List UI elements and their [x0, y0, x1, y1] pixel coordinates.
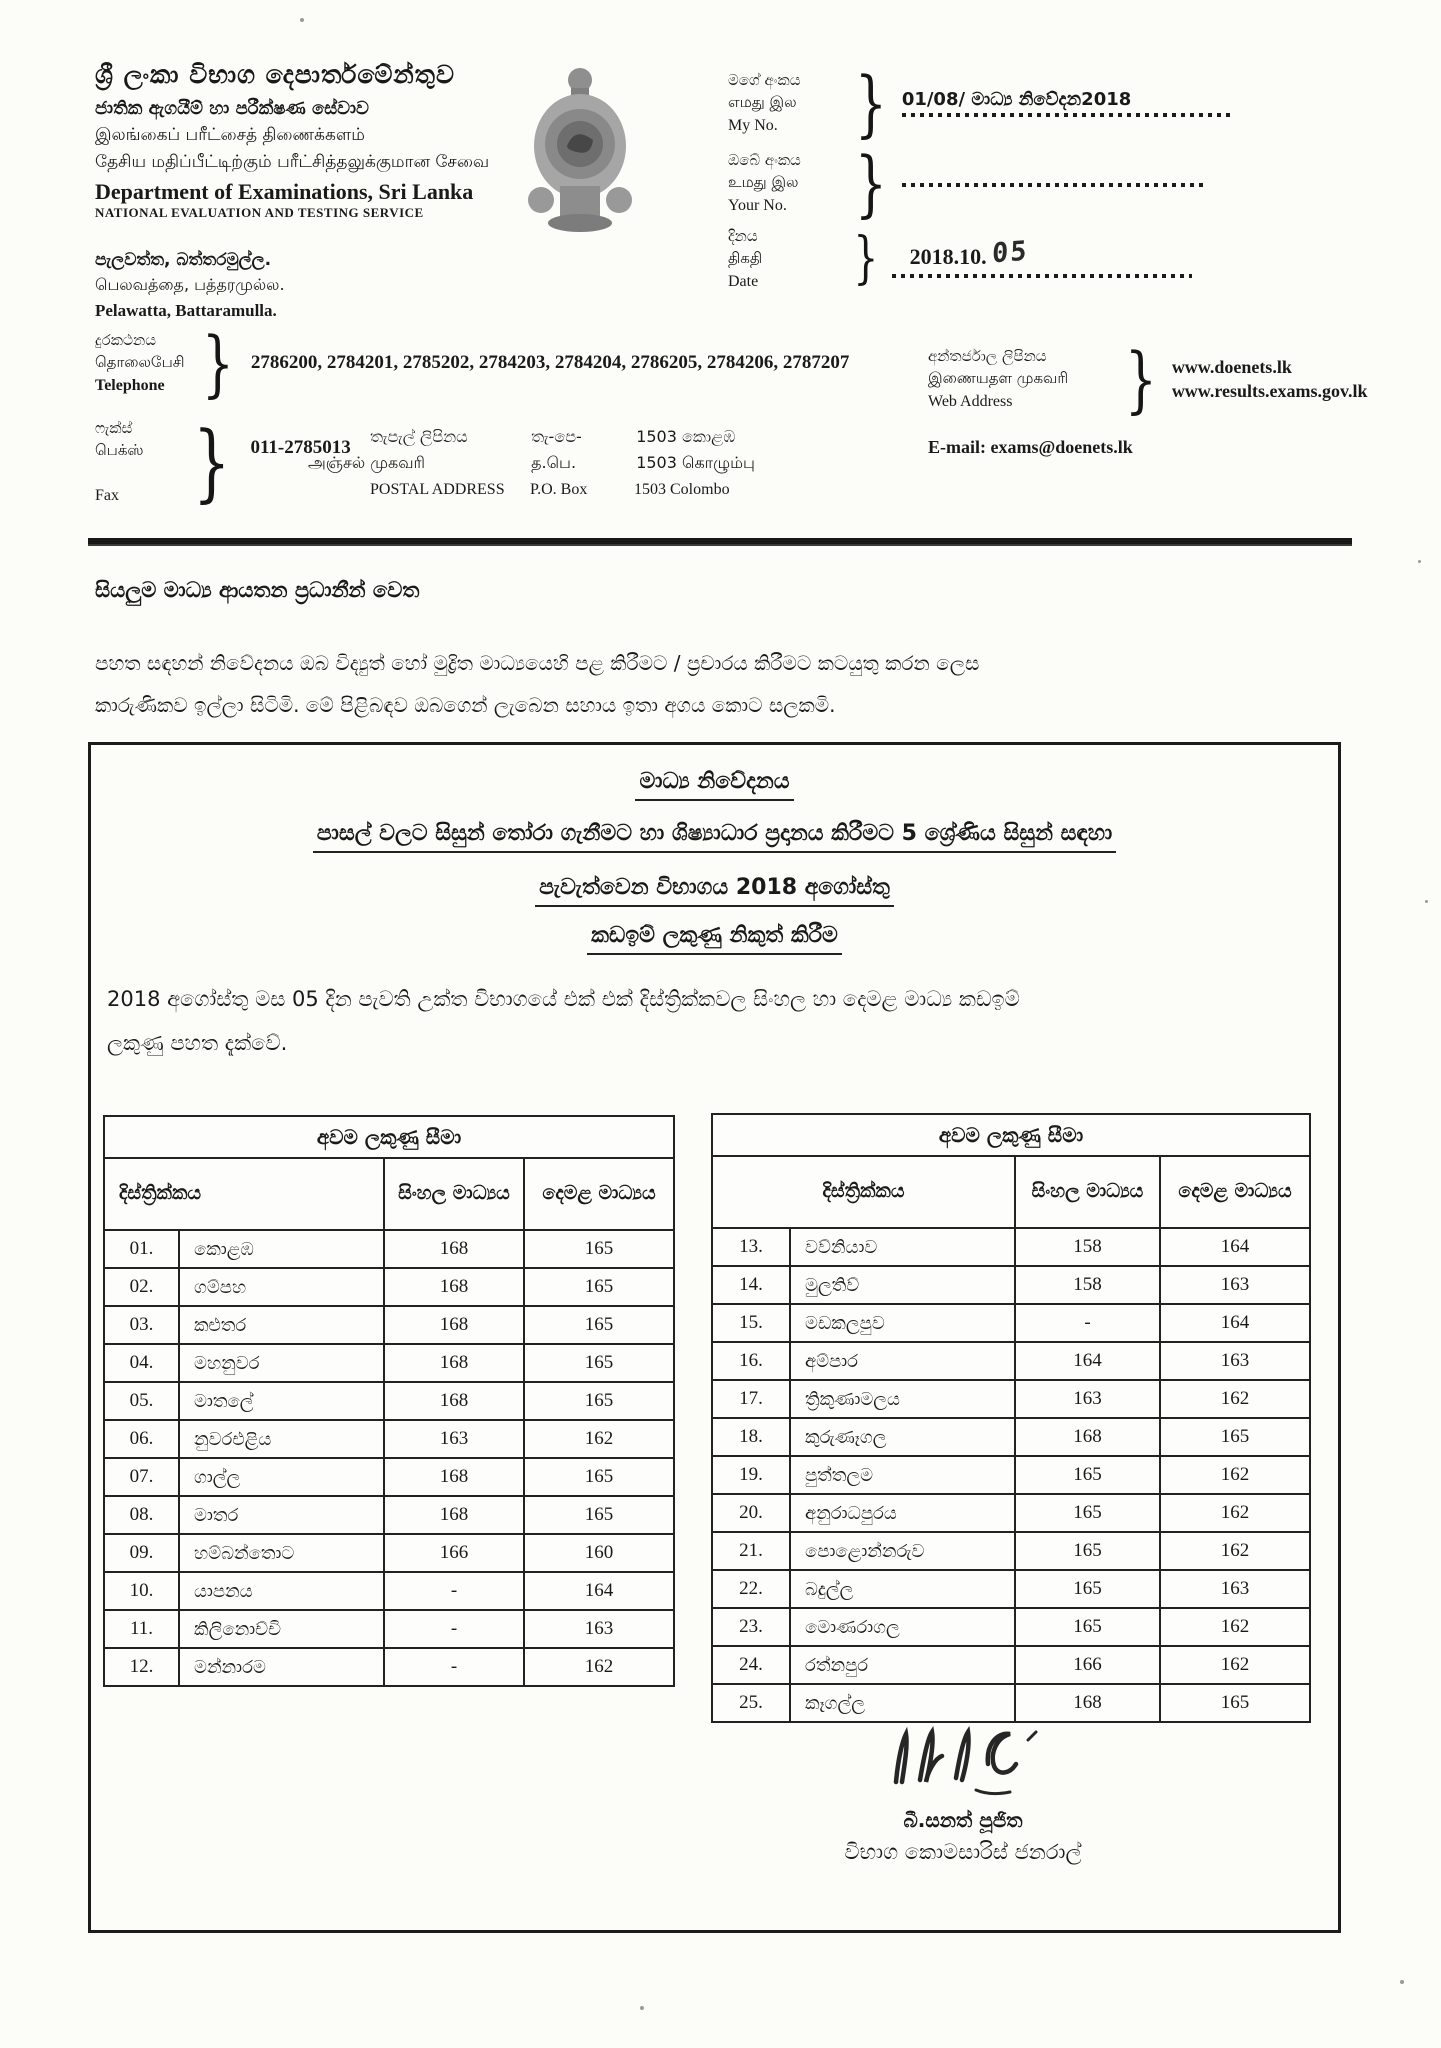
- fax-label-tamil: பெக்ஸ்: [95, 440, 144, 459]
- cutoff-table-right: [711, 1113, 1311, 1723]
- row-number: 03.: [104, 1306, 179, 1344]
- sinhala-cutoff: 165: [1015, 1608, 1160, 1646]
- row-number: 01.: [104, 1230, 179, 1268]
- district-name: බදුල්ල: [790, 1570, 1015, 1608]
- web-label-tamil: இணையதள முகவரி: [928, 368, 1069, 387]
- table-row: [104, 1648, 674, 1686]
- row-number: 12.: [104, 1648, 179, 1686]
- tamil-cutoff: 160: [524, 1534, 674, 1572]
- dotted-line: [902, 113, 1232, 117]
- sinhala-cutoff: 166: [384, 1534, 524, 1572]
- district-name: නුවරඑළිය: [179, 1420, 384, 1458]
- postal-box-tamil: த.பெ.: [531, 453, 577, 473]
- scan-speck: [1425, 900, 1428, 903]
- my-no-value: 01/08/ මාධ්‍ය නිවේදන2018: [901, 89, 1132, 111]
- row-number: 13.: [712, 1228, 790, 1266]
- sinhala-cutoff: 168: [1015, 1418, 1160, 1456]
- tamil-cutoff: 162: [1160, 1532, 1310, 1570]
- dotted-line: [902, 183, 1207, 187]
- table-row: [712, 1342, 1310, 1380]
- brace-glyph: }: [1124, 336, 1157, 421]
- sinhala-cutoff: 164: [1015, 1342, 1160, 1380]
- service-name-sinhala: ජාතික ඇගයීම් හා පරීක්ෂණ සේවාව: [95, 98, 369, 119]
- web-url-doenets: www.doenets.lk: [1171, 357, 1292, 378]
- telephone-group: [95, 320, 850, 405]
- district-name: කුරුණෑගල: [790, 1418, 1015, 1456]
- postal-label-english: POSTAL ADDRESS: [370, 480, 505, 498]
- table-title: අවම ලකුණු සීමා: [712, 1114, 1310, 1156]
- your-no-group: [728, 140, 1207, 225]
- district-name: මොණරාගල: [790, 1608, 1015, 1646]
- web-label-sinhala: අන්තර්ජාල ලිපිනය: [928, 347, 1047, 365]
- signature-block: [723, 1720, 1203, 1865]
- row-number: 04.: [104, 1344, 179, 1382]
- row-number: 20.: [712, 1494, 790, 1532]
- district-name: මහනුවර: [179, 1344, 384, 1382]
- my-no-label-english: My No.: [728, 116, 778, 134]
- notice-title-4: කඩඉම් ලකුණු නිකුත් කිරීම: [91, 923, 1338, 955]
- dotted-line: [892, 274, 1192, 278]
- row-number: 08.: [104, 1496, 179, 1534]
- tamil-cutoff: 165: [524, 1344, 674, 1382]
- tamil-cutoff: 163: [1160, 1342, 1310, 1380]
- sinhala-cutoff: 163: [384, 1420, 524, 1458]
- tamil-cutoff: 165: [524, 1230, 674, 1268]
- row-number: 23.: [712, 1608, 790, 1646]
- cutoff-table-left: [103, 1115, 675, 1687]
- salutation: සියලුම මාධ්‍ය ආයතන ප්‍රධානීන් වෙත: [95, 578, 420, 602]
- district-name: රත්නපුර: [790, 1646, 1015, 1684]
- tamil-cutoff: 164: [524, 1572, 674, 1610]
- your-no-label-english: Your No.: [728, 196, 787, 214]
- dept-name-english: Department of Examinations, Sri Lanka: [95, 179, 474, 204]
- table-row: [104, 1610, 674, 1648]
- brace-glyph: }: [854, 140, 887, 225]
- row-number: 24.: [712, 1646, 790, 1684]
- tamil-cutoff: 165: [524, 1382, 674, 1420]
- date-label-tamil: திகதி: [728, 248, 763, 267]
- address-block: [95, 250, 285, 321]
- sinhala-cutoff: 165: [1015, 1456, 1160, 1494]
- notice-title-1: මාධ්‍ය නිවේදනය: [91, 769, 1338, 801]
- sinhala-cutoff: 168: [384, 1344, 524, 1382]
- sinhala-cutoff: 166: [1015, 1646, 1160, 1684]
- postal-address-block: [308, 424, 828, 503]
- notice-title-3: පැවැත්වෙන විභාගය 2018 අගෝස්තු: [91, 875, 1338, 907]
- fax-label-sinhala: ෆැක්ස්: [95, 419, 133, 437]
- tamil-cutoff: 165: [524, 1306, 674, 1344]
- row-number: 15.: [712, 1304, 790, 1342]
- table-row: [712, 1418, 1310, 1456]
- district-name: මාතලේ: [179, 1382, 384, 1420]
- dept-name-sinhala: ශ්‍රී ලංකා විභාග දෙපාර්තමේන්තුව: [95, 60, 455, 89]
- tamil-cutoff: 163: [1160, 1266, 1310, 1304]
- notice-title-2: පාසල් වලට සිසුන් තෝරා ගැනීමට හා ශිෂ්‍යාධාර ප්‍රදානය කිරීමට 5 ශ්‍රේණිය සිසුන් සඳහා: [91, 821, 1338, 853]
- my-no-label-sinhala: මගේ අංකය: [728, 71, 801, 89]
- table-row: [712, 1684, 1310, 1722]
- tamil-cutoff: 162: [524, 1648, 674, 1686]
- table-row: [712, 1608, 1310, 1646]
- row-number: 19.: [712, 1456, 790, 1494]
- district-name: වව්නියාව: [790, 1228, 1015, 1266]
- row-number: 25.: [712, 1684, 790, 1722]
- column-header-district: දිස්ත්‍රික්කය: [104, 1158, 384, 1230]
- table-title: අවම ලකුණු සීමා: [104, 1116, 674, 1158]
- tamil-cutoff: 162: [1160, 1456, 1310, 1494]
- table-row: [712, 1456, 1310, 1494]
- district-name: මුලතිව්: [790, 1266, 1015, 1304]
- table-row: [712, 1380, 1310, 1418]
- brace-glyph: }: [854, 60, 887, 145]
- my-no-group: [728, 60, 1232, 145]
- table-row: [104, 1344, 674, 1382]
- tamil-cutoff: 162: [1160, 1494, 1310, 1532]
- fax-number: 011-2785013: [250, 437, 351, 459]
- scan-speck: [300, 18, 304, 22]
- date-group: [728, 226, 1192, 293]
- table-row: [104, 1306, 674, 1344]
- row-number: 02.: [104, 1268, 179, 1306]
- column-header-tamil-medium: දෙමළ මාධ්‍යය: [1160, 1156, 1310, 1228]
- district-name: පොළොන්නරුව: [790, 1532, 1015, 1570]
- notice-box: [88, 742, 1341, 1933]
- table-row: [104, 1382, 674, 1420]
- date-label-sinhala: දිනය: [728, 227, 758, 245]
- district-name: මන්නාරම: [179, 1648, 384, 1686]
- service-name-tamil: தேசிய மதிப்பீட்டிற்கும் பரீட்சித்தலுக்குமான சேவை: [95, 152, 490, 172]
- row-number: 10.: [104, 1572, 179, 1610]
- notice-intro-paragraph: 2018 අගෝස්තු මස 05 දින පැවති උක්ත විභාගයේ එක් එක් දිස්ත්‍රික්කවල සිංහල හා දෙමළ මාධ්‍ය කඩඉම් ලකුණු පහත දැක්වේ.: [107, 987, 1020, 1056]
- telephone-label-english: Telephone: [95, 376, 165, 394]
- your-no-label-tamil: உமது இல: [728, 172, 799, 191]
- district-name: කොළඹ: [179, 1230, 384, 1268]
- table-row: [104, 1458, 674, 1496]
- sinhala-cutoff: 168: [384, 1268, 524, 1306]
- tamil-cutoff: 165: [524, 1268, 674, 1306]
- district-name: හම්බන්තොට: [179, 1534, 384, 1572]
- date-label-english: Date: [728, 272, 759, 290]
- sinhala-cutoff: 163: [1015, 1380, 1160, 1418]
- tamil-cutoff: 162: [1160, 1380, 1310, 1418]
- table-row: [712, 1266, 1310, 1304]
- postal-label-tamil: அஞ்சல் முகவரி: [308, 453, 426, 473]
- scan-speck: [640, 2006, 644, 2010]
- tamil-cutoff: 164: [1160, 1304, 1310, 1342]
- tamil-cutoff: 165: [1160, 1684, 1310, 1722]
- district-name: ගාල්ල: [179, 1458, 384, 1496]
- address-english: Pelawatta, Battaramulla.: [95, 301, 277, 320]
- scan-speck: [1400, 1980, 1404, 1984]
- table-row: [104, 1496, 674, 1534]
- tamil-cutoff: 162: [1160, 1646, 1310, 1684]
- brace-glyph: }: [201, 320, 234, 405]
- tamil-cutoff: 165: [524, 1496, 674, 1534]
- letterhead: [95, 60, 489, 221]
- district-name: මඩකලපුව: [790, 1304, 1015, 1342]
- web-url-results: www.results.exams.gov.lk: [1171, 381, 1368, 402]
- table-row: [712, 1494, 1310, 1532]
- request-paragraph: පහත සඳහන් නිවේදනය ඔබ විද්‍යුත් හෝ මුද්‍රිත මාධ්‍යයෙහි පළ කිරීමට / ප්‍රචාරය කිරීමට කටයුතු කරන ලෙස කාරුණිකව ඉල්ලා සිටිමි. මේ පිළිබඳව ඔබගෙන් ලැබෙන සහාය ඉතා අගය කොට සලකමි.: [95, 651, 980, 717]
- table-row: [712, 1646, 1310, 1684]
- sinhala-cutoff: -: [384, 1648, 524, 1686]
- postal-value-english: 1503 Colombo: [634, 480, 730, 498]
- sinhala-cutoff: 158: [1015, 1266, 1160, 1304]
- address-sinhala: පැලවත්ත, බත්තරමුල්ල.: [95, 250, 272, 270]
- column-header-sinhala-medium: සිංහල මාධ්‍යය: [1015, 1156, 1160, 1228]
- sinhala-cutoff: 158: [1015, 1228, 1160, 1266]
- signatory-name: බී.සනත් පූජිත: [903, 1808, 1023, 1832]
- district-name: ත්‍රිකුණාමලය: [790, 1380, 1015, 1418]
- web-address-group: [928, 336, 1368, 421]
- fax-label-english: Fax: [95, 486, 119, 504]
- row-number: 16.: [712, 1342, 790, 1380]
- table-row: [712, 1532, 1310, 1570]
- tamil-cutoff: 162: [1160, 1608, 1310, 1646]
- signatory-title: විභාග කොමසාරිස් ජනරාල්: [844, 1840, 1082, 1864]
- tamil-cutoff: 163: [1160, 1570, 1310, 1608]
- sinhala-cutoff: 165: [1015, 1570, 1160, 1608]
- postal-value-tamil: 1503 கொழும்பு: [636, 453, 755, 473]
- sinhala-cutoff: 165: [1015, 1532, 1160, 1570]
- district-name: ගම්පහ: [179, 1268, 384, 1306]
- postal-box-english: P.O. Box: [530, 480, 588, 498]
- sinhala-cutoff: 168: [384, 1306, 524, 1344]
- row-number: 21.: [712, 1532, 790, 1570]
- national-emblem: [527, 64, 633, 238]
- web-label-english: Web Address: [928, 392, 1013, 410]
- tamil-cutoff: 163: [524, 1610, 674, 1648]
- sinhala-cutoff: 168: [384, 1496, 524, 1534]
- column-header-district: දිස්ත්‍රික්කය: [712, 1156, 1015, 1228]
- table-row: [104, 1230, 674, 1268]
- table-row: [104, 1534, 674, 1572]
- sinhala-cutoff: -: [1015, 1304, 1160, 1342]
- sinhala-cutoff: -: [384, 1572, 524, 1610]
- district-name: යාපනය: [179, 1572, 384, 1610]
- column-header-tamil-medium: දෙමළ මාධ්‍යය: [524, 1158, 674, 1230]
- postal-value-sinhala: 1503 කොළඹ: [636, 427, 736, 446]
- table-row: [712, 1228, 1310, 1266]
- sinhala-cutoff: 168: [384, 1458, 524, 1496]
- table-row: [104, 1572, 674, 1610]
- telephone-numbers: 2786200, 2784201, 2785202, 2784203, 2784204, 2786205, 2784206, 2787207: [250, 352, 850, 374]
- sinhala-cutoff: 168: [1015, 1684, 1160, 1722]
- table-row: [104, 1268, 674, 1306]
- your-no-label-sinhala: ඔබේ අංකය: [728, 151, 801, 169]
- sinhala-cutoff: 168: [384, 1230, 524, 1268]
- row-number: 22.: [712, 1570, 790, 1608]
- district-name: අනුරාධපුරය: [790, 1494, 1015, 1532]
- tamil-cutoff: 165: [1160, 1418, 1310, 1456]
- tamil-cutoff: 165: [524, 1458, 674, 1496]
- dept-name-tamil: இலங்கைப் பரீட்சைத் திணைக்களம்: [95, 125, 365, 145]
- row-number: 18.: [712, 1418, 790, 1456]
- row-number: 14.: [712, 1266, 790, 1304]
- district-name: පුත්තලම: [790, 1456, 1015, 1494]
- table-row: [104, 1420, 674, 1458]
- tamil-cutoff: 162: [524, 1420, 674, 1458]
- district-name: කිලිනොච්චි: [179, 1610, 384, 1648]
- sinhala-cutoff: 165: [1015, 1494, 1160, 1532]
- district-name: කෑගල්ල: [790, 1684, 1015, 1722]
- header-divider-rule: [88, 538, 1352, 546]
- email-address: E-mail: exams@doenets.lk: [928, 437, 1133, 457]
- sinhala-cutoff: 168: [384, 1382, 524, 1420]
- brace-glyph: }: [853, 226, 879, 292]
- date-printed: 2018.10.: [909, 244, 987, 270]
- scan-speck: [1418, 560, 1421, 563]
- service-name-english: NATIONAL EVALUATION AND TESTING SERVICE: [95, 205, 424, 220]
- sinhala-cutoff: -: [384, 1610, 524, 1648]
- table-row: [712, 1304, 1310, 1342]
- telephone-label-tamil: தொலைபேசி: [95, 352, 185, 371]
- row-number: 17.: [712, 1380, 790, 1418]
- tamil-cutoff: 164: [1160, 1228, 1310, 1266]
- table-row: [712, 1570, 1310, 1608]
- signature-scribble: [868, 1720, 1058, 1800]
- row-number: 06.: [104, 1420, 179, 1458]
- postal-box-sinhala: තැ-පෙ-: [531, 427, 582, 446]
- row-number: 09.: [104, 1534, 179, 1572]
- brace-glyph: }: [193, 412, 231, 511]
- my-no-label-tamil: எமது இல: [728, 92, 797, 111]
- postal-label-sinhala: තැපැල් ලිපිනය: [370, 427, 468, 446]
- row-number: 11.: [104, 1610, 179, 1648]
- address-tamil: பெலவத்தை, பத்தரமுல்ல.: [95, 275, 285, 294]
- district-name: කළුතර: [179, 1306, 384, 1344]
- column-header-sinhala-medium: සිංහල මාධ්‍යය: [384, 1158, 524, 1230]
- date-handwritten-day: 05: [991, 235, 1029, 270]
- district-name: මාතර: [179, 1496, 384, 1534]
- district-name: අම්පාර: [790, 1342, 1015, 1380]
- telephone-label-sinhala: දුරකථනය: [95, 331, 157, 349]
- row-number: 05.: [104, 1382, 179, 1420]
- row-number: 07.: [104, 1458, 179, 1496]
